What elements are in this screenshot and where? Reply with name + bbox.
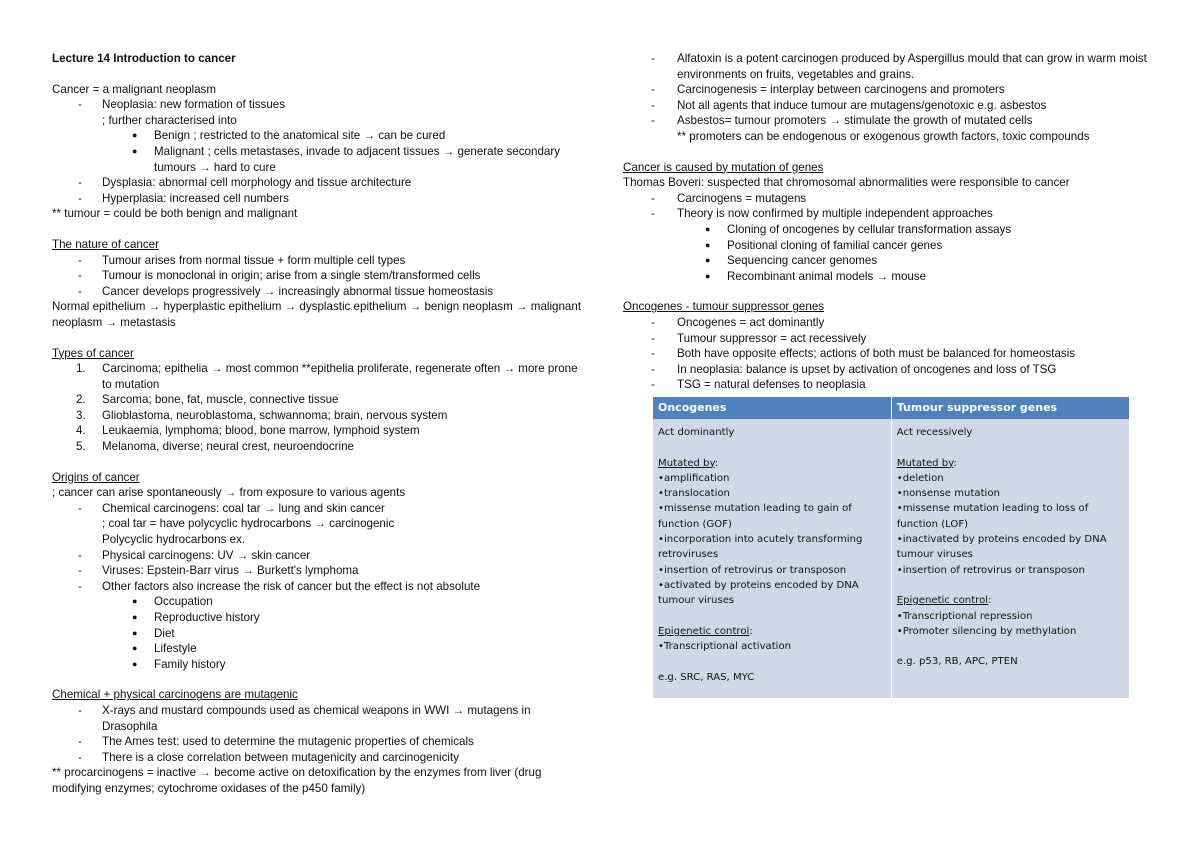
cell-text: Act dominantly [658, 427, 735, 438]
cell-text: •Transcriptional repression [896, 610, 1033, 622]
list-item: 3. Glioblastoma, neuroblastoma, schwannoma; brain, nervous system [76, 408, 448, 422]
list-item: - Oncogenes = act dominantly [651, 315, 825, 329]
cell-text: Act recessively [896, 427, 973, 438]
cell-text: •insertion of retrovirus or transposon [658, 564, 847, 576]
list-item: - Tumour suppressor = act recessively [651, 331, 867, 345]
list-item-continuation: Polycyclic hydrocarbons ex. [102, 533, 246, 547]
list-item: - Hyperplasia: increased cell numbers [78, 191, 289, 205]
cell-label: Mutated by: [896, 457, 957, 469]
table-row [653, 419, 1130, 698]
cell-label: Epigenetic control: [658, 625, 753, 637]
table-header-row [653, 397, 1130, 419]
right-column [623, 51, 1163, 393]
section-heading-origins: Origins of cancer [52, 470, 140, 484]
table-header: Tumour suppressor genes [891, 397, 1129, 419]
list-item: 5. Melanoma, diverse; neural crest, neuroendocrine [76, 440, 354, 454]
list-item: - The Ames test: used to determine the mutagenic properties of chemicals [78, 735, 474, 749]
list-item: - In neoplasia: balance is upset by activation of oncogenes and loss of TSG [651, 362, 1057, 376]
cell-text: •Promoter silencing by methylation [896, 625, 1077, 637]
list-item: ● Malignant ; cells metastases, invade to adjacent tissues → generate secondary tumours → hard to cure [132, 144, 561, 174]
list-item: ● Reproductive history [132, 611, 260, 624]
table-header: Oncogenes [653, 397, 891, 419]
list-item: - Cancer develops progressively → increasingly abnormal tissue homeostasis [78, 284, 494, 298]
list-item: - Tumour is monoclonal in origin; arise from a single stem/transformed cells [78, 269, 481, 283]
note: ** promoters can be endogenous or exogenous growth factors, toxic compounds [677, 129, 1090, 143]
list-item: ● Cloning of oncogenes by cellular transformation assays [705, 222, 1012, 236]
section-heading-mutation: Cancer is caused by mutation of genes [623, 160, 824, 174]
list-item: - Chemical carcinogens: coal tar → lung and skin cancer [78, 501, 385, 515]
boveri-line: Thomas Boveri: suspected that chromosomal abnormalities were responsible to cancer [623, 176, 1070, 190]
cell-label: Epigenetic control: [896, 595, 992, 607]
page-title: Lecture 14 Introduction to cancer [52, 52, 236, 65]
list-item: ● Sequencing cancer genomes [705, 254, 878, 268]
cell-text: •missense mutation leading to loss of function (LOF) [896, 503, 1089, 530]
list-item: - Dysplasia: abnormal cell morphology and tissue architecture [78, 176, 412, 190]
list-item: - Alfatoxin is a potent carcinogen produced by Aspergillus mould that can grow in warm moist environments on fruits, vegetables and grains. [651, 52, 1147, 81]
cell-text: •Transcriptional activation [658, 641, 792, 653]
list-item-continuation: ; further characterised into [102, 113, 237, 127]
list-item: - Both have opposite effects; actions of both must be balanced for homeostasis [651, 347, 1076, 361]
intro-line: Cancer = a malignant neoplasm [52, 82, 217, 96]
section-heading-nature: The nature of cancer [52, 237, 159, 251]
cell-text: •activated by proteins encoded by DNA tumour viruses [658, 579, 859, 607]
section-heading-oncogenes: Oncogenes - tumour suppressor genes [623, 300, 825, 314]
table-cell-oncogenes [653, 419, 891, 698]
list-item: - TSG = natural defenses to neoplasia [651, 378, 866, 392]
list-item: - X-rays and mustard compounds used as chemical weapons in WWI → mutagens in Drasophila [78, 703, 531, 733]
cell-text: •missense mutation leading to gain of function (GOF) [658, 503, 852, 530]
origins-line: ; cancer can arise spontaneously → from exposure to various agents [52, 486, 406, 500]
progression-line: Normal epithelium → hyperplastic epithelium → dysplastic epithelium → benign neoplasm → malignant neoplasm → metastasis [52, 300, 582, 329]
list-item-continuation: ; coal tar = have polycyclic hydrocarbons → carcinogenic [102, 517, 395, 531]
cell-text: •deletion [896, 472, 944, 484]
list-item: ● Recombinant animal models → mouse [705, 269, 927, 283]
list-item: ● Lifestyle [132, 642, 197, 656]
cell-text: •insertion of retrovirus or transposon [896, 564, 1085, 576]
cell-text: e.g. SRC, RAS, MYC [658, 671, 755, 683]
list-item: - Theory is now confirmed by multiple independent approaches [651, 207, 993, 221]
oncogene-tsg-table [653, 397, 1130, 698]
list-item: ● Benign ; restricted to the anatomical site → can be cured [132, 129, 446, 143]
left-column [52, 51, 582, 797]
cell-text: •nonsense mutation [896, 488, 1000, 500]
section-heading-types: Types of cancer [52, 346, 134, 360]
cell-text: e.g. p53, RB, APC, PTEN [896, 656, 1018, 668]
list-item: ● Occupation [132, 595, 213, 609]
list-item: - Physical carcinogens: UV → skin cancer [78, 548, 311, 562]
note: ** procarcinogens = inactive → become active on detoxification by the enzymes from liver (drug modifying enzymes; cytochrome oxidases of the p450 family) [52, 766, 542, 795]
cell-text: •translocation [658, 488, 730, 500]
list-item: - There is a close correlation between mutagenicity and carcinogenicity [78, 750, 460, 764]
cell-label: Mutated by: [658, 457, 719, 469]
list-item: ● Diet [132, 626, 175, 640]
list-item: ● Family history [132, 657, 226, 671]
list-item: ● Positional cloning of familial cancer genes [705, 238, 943, 252]
list-item: - Viruses: Epstein-Barr virus → Burkett's lymphoma [78, 564, 359, 578]
cell-text: •amplification [658, 472, 730, 484]
list-item: 1. Carcinoma; epithelia → most common **epithelia proliferate, regenerate often → more prone to mutation [76, 362, 578, 391]
note: ** tumour = could be both benign and malignant [52, 207, 298, 221]
list-item: - Neoplasia: new formation of tissues [78, 98, 286, 112]
list-item: - Not all agents that induce tumour are mutagens/genotoxic e.g. asbestos [651, 98, 1047, 112]
list-item: 2. Sarcoma; bone, fat, muscle, connective tissue [76, 393, 339, 407]
table-cell-tsg [891, 419, 1129, 698]
list-item: - Other factors also increase the risk of cancer but the effect is not absolute [78, 579, 481, 593]
list-item: - Carcinogenesis = interplay between carcinogens and promoters [651, 83, 1005, 97]
list-item: - Asbestos= tumour promoters → stimulate the growth of mutated cells [651, 114, 1033, 128]
list-item: - Tumour arises from normal tissue + form multiple cell types [78, 253, 406, 267]
list-item: - Carcinogens = mutagens [651, 191, 807, 205]
cell-text: •incorporation into acutely transforming retroviruses [658, 534, 863, 561]
cell-text: •inactivated by proteins encoded by DNA tumour viruses [896, 534, 1107, 561]
section-heading-mutagenic: Chemical + physical carcinogens are mutagenic [52, 688, 298, 702]
list-item: 4. Leukaemia, lymphoma; blood, bone marrow, lymphoid system [76, 424, 420, 438]
